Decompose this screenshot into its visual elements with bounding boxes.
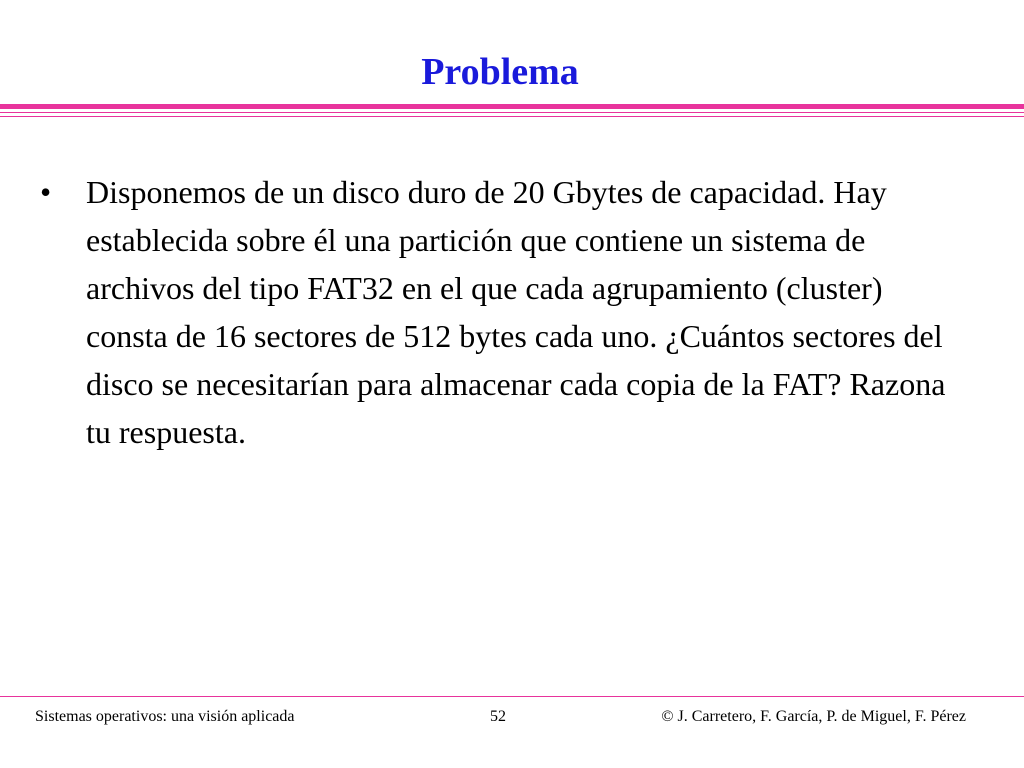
title-rule-thin xyxy=(0,112,1024,113)
footer-copyright: © J. Carretero, F. García, P. de Miguel, F. Pérez xyxy=(661,708,966,725)
slide-body xyxy=(40,168,960,456)
title-rule-thick xyxy=(0,104,1024,109)
footer-book-title: Sistemas operativos: una visión aplicada xyxy=(35,708,295,725)
title-rule-thin xyxy=(0,116,1024,117)
slide-title: Problema xyxy=(421,51,579,93)
footer-rule xyxy=(0,696,1024,697)
bullet-dot-icon: • xyxy=(40,174,52,210)
footer-page-number: 52 xyxy=(490,708,506,725)
bullet-text: Disponemos de un disco duro de 20 Gbytes de capacidad. Hay establecida sobre él una partición que contiene un sistema de archivos del tipo FAT32 en el que cada agrupamiento (cluster) consta de 16 sectores de 512 bytes cada uno. ¿Cuántos sectores del disco se necesitarían para almacenar cada copia de la FAT? Razona tu respuesta. xyxy=(86,174,946,450)
bullet-item xyxy=(40,168,960,456)
